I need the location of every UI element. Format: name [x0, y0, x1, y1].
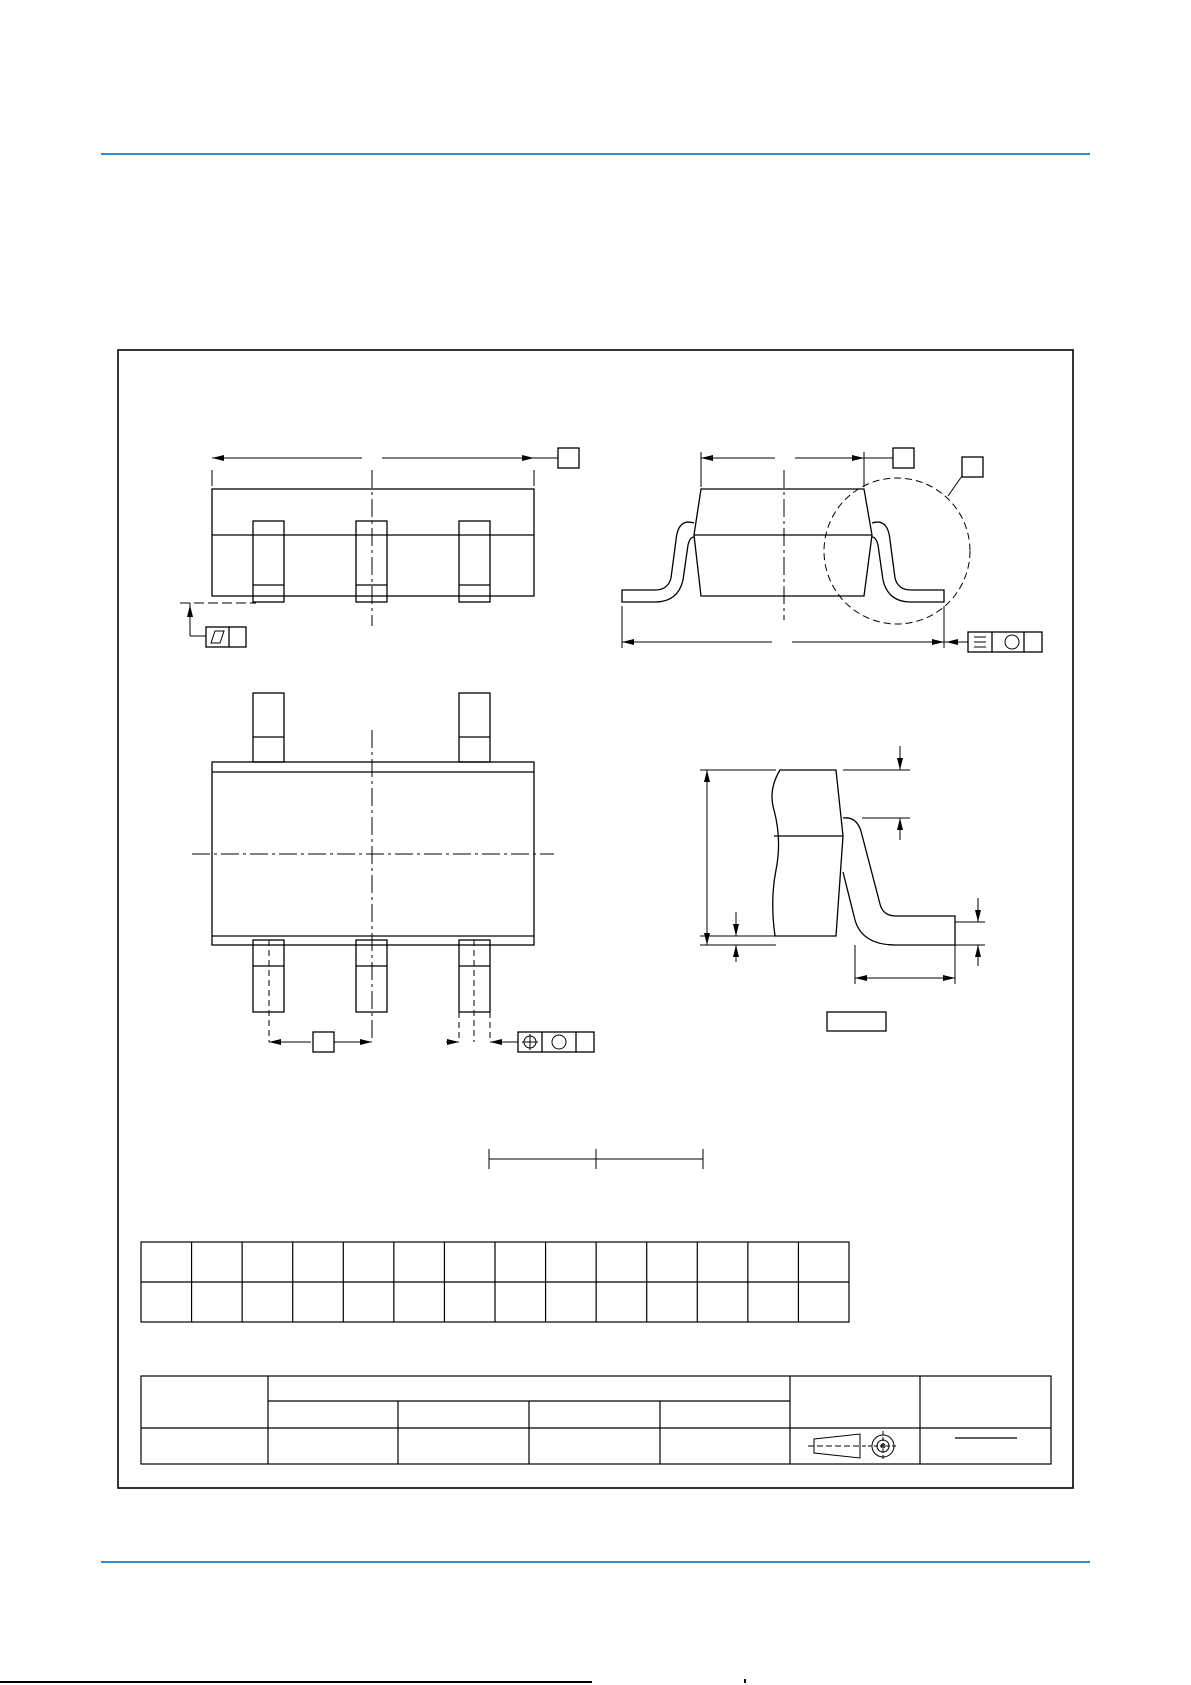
datum-box-c	[313, 1032, 334, 1052]
detail-circle	[824, 478, 970, 624]
side-view	[180, 448, 579, 647]
position-frame	[518, 1032, 594, 1052]
detail-body	[772, 770, 843, 936]
first-angle-projection-icon	[808, 1431, 898, 1461]
dimension-table	[141, 1242, 849, 1322]
scale-bar	[489, 1149, 703, 1169]
end-view	[622, 448, 1042, 652]
detail-label-box	[827, 1012, 886, 1031]
bottom-lead	[459, 693, 490, 762]
package-body	[212, 489, 534, 596]
bottom-lead	[253, 693, 284, 762]
end-lead-left	[622, 522, 694, 602]
end-lead-right	[872, 522, 944, 602]
title-block	[141, 1376, 1051, 1464]
datum-box-a	[558, 448, 579, 468]
bottom-view	[192, 693, 594, 1052]
datum-box-b	[893, 448, 914, 468]
end-body	[694, 489, 872, 596]
detail-view	[700, 746, 985, 1031]
datum-box-detail	[962, 457, 983, 477]
detail-lead	[843, 818, 955, 945]
parallelism-position-frame	[968, 632, 1042, 652]
flatness-frame	[206, 627, 246, 647]
